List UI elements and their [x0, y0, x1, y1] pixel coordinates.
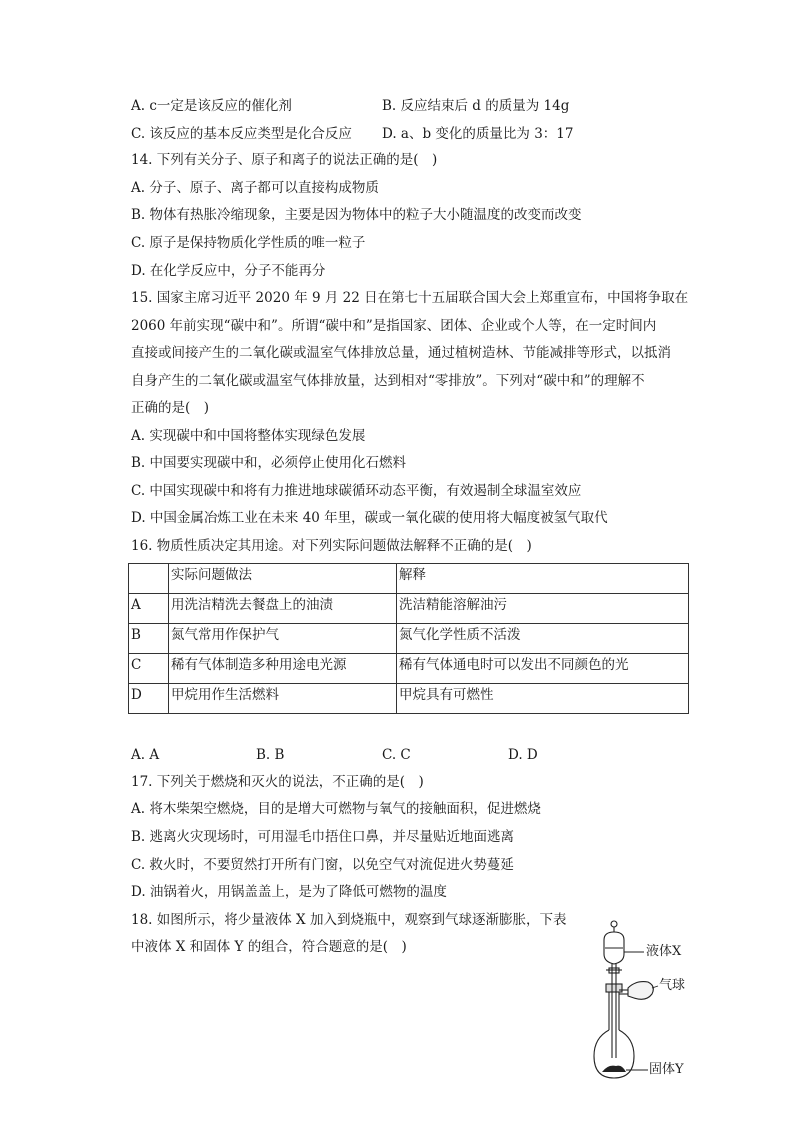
q13-option-d: D. a、b 变化的质量比为 3：17 — [382, 126, 574, 142]
q15-stem-line-1: 15. 国家主席习近平 2020 年 9 月 22 日在第七十五届联合国大会上郑重宣布，中国将争取在 — [131, 290, 689, 306]
q18-stem-line-2: 中液体 X 和固体 Y 的组合，符合题意的是( ) — [131, 939, 407, 955]
table-cell: B — [129, 624, 169, 654]
table-cell: 洗洁精能溶解油污 — [397, 594, 689, 624]
q17-option-a: A. 将木柴架空燃烧，目的是增大可燃物与氧气的接触面积，促进燃烧 — [131, 801, 541, 817]
q14-option-d: D. 在化学反应中，分子不能再分 — [131, 263, 326, 279]
q17-option-c: C. 救火时，不要贸然打开所有门窗，以免空气对流促进火势蔓延 — [131, 857, 514, 873]
table-header-cell: 实际问题做法 — [169, 564, 397, 594]
q16-option-c: C. C — [382, 747, 411, 763]
q14-option-c: C. 原子是保持物质化学性质的唯一粒子 — [131, 235, 366, 251]
q15-stem-line-4: 自身产生的二氧化碳或温室气体排放量，达到相对“零排放”。下列对“碳中和”的理解不 — [131, 373, 645, 389]
q14-option-a: A. 分子、原子、离子都可以直接构成物质 — [131, 180, 379, 196]
table-header-cell — [129, 564, 169, 594]
q13-option-c: C. 该反应的基本反应类型是化合反应 — [131, 126, 352, 142]
q15-option-c: C. 中国实现碳中和将有力推进地球碳循环动态平衡，有效遏制全球温室效应 — [131, 483, 582, 499]
q17-stem: 17. 下列关于燃烧和灭火的说法，不正确的是( ) — [131, 774, 424, 790]
q15-stem-line-5: 正确的是( ) — [131, 400, 210, 416]
q15-stem-line-3: 直接或间接产生的二氧化碳或温室气体排放总量，通过植树造林、节能减排等形式，以抵消 — [131, 345, 671, 361]
balloon-label: 气球 — [659, 978, 686, 993]
q16-stem: 16. 物质性质决定其用途。对下列实际问题做法解释不正确的是( ) — [131, 538, 532, 554]
table-cell: 稀有气体通电时可以发出不同颜色的光 — [397, 654, 689, 684]
q18-stem-line-1: 18. 如图所示，将少量液体 X 加入到烧瓶中，观察到气球逐渐膨胀，下表 — [131, 912, 567, 928]
q16-option-b: B. B — [256, 747, 285, 763]
q16-table — [128, 563, 689, 714]
table-cell: 甲烷具有可燃性 — [397, 684, 689, 714]
q15-option-d: D. 中国金属冶炼工业在未来 40 年里，碳或一氧化碳的使用将大幅度被氢气取代 — [131, 510, 608, 526]
table-cell: A — [129, 594, 169, 624]
table-cell: C — [129, 654, 169, 684]
table-cell: 氮气常用作保护气 — [169, 624, 397, 654]
table-row — [129, 624, 689, 654]
table-cell: 甲烷用作生活燃料 — [169, 684, 397, 714]
apparatus-figure — [592, 918, 702, 1088]
q15-option-b: B. 中国要实现碳中和，必须停止使用化石燃料 — [131, 455, 407, 471]
q14-stem: 14. 下列有关分子、原子和离子的说法正确的是( ) — [131, 152, 438, 168]
liquid-x-label: 液体X — [646, 944, 682, 959]
q13-option-b: B. 反应结束后 d 的质量为 14g — [382, 98, 570, 114]
table-cell: 氮气化学性质不活泼 — [397, 624, 689, 654]
q15-stem-line-2: 2060 年前实现“碳中和”。所谓“碳中和”是指国家、团体、企业或个人等，在一定时间内 — [131, 318, 657, 334]
q17-option-b: B. 逃离火灾现场时，可用湿毛巾捂住口鼻，并尽量贴近地面逃离 — [131, 829, 515, 845]
q13-option-a: A. c一定是该反应的催化剂 — [131, 98, 292, 114]
table-row — [129, 684, 689, 714]
table-row — [129, 654, 689, 684]
table-cell: 稀有气体制造多种用途电光源 — [169, 654, 397, 684]
solid-y-label: 固体Y — [649, 1062, 684, 1077]
table-header-cell: 解释 — [397, 564, 689, 594]
table-header-row — [129, 564, 689, 594]
table-cell: D — [129, 684, 169, 714]
table-cell: 用洗洁精洗去餐盘上的油渍 — [169, 594, 397, 624]
q14-option-b: B. 物体有热胀冷缩现象，主要是因为物体中的粒子大小随温度的改变而改变 — [131, 207, 582, 223]
q17-option-d: D. 油锅着火，用锅盖盖上，是为了降低可燃物的温度 — [131, 884, 447, 900]
table-row — [129, 594, 689, 624]
q15-option-a: A. 实现碳中和中国将整体实现绿色发展 — [131, 428, 366, 444]
q16-option-d: D. D — [508, 747, 538, 763]
q16-option-a: A. A — [131, 747, 160, 763]
